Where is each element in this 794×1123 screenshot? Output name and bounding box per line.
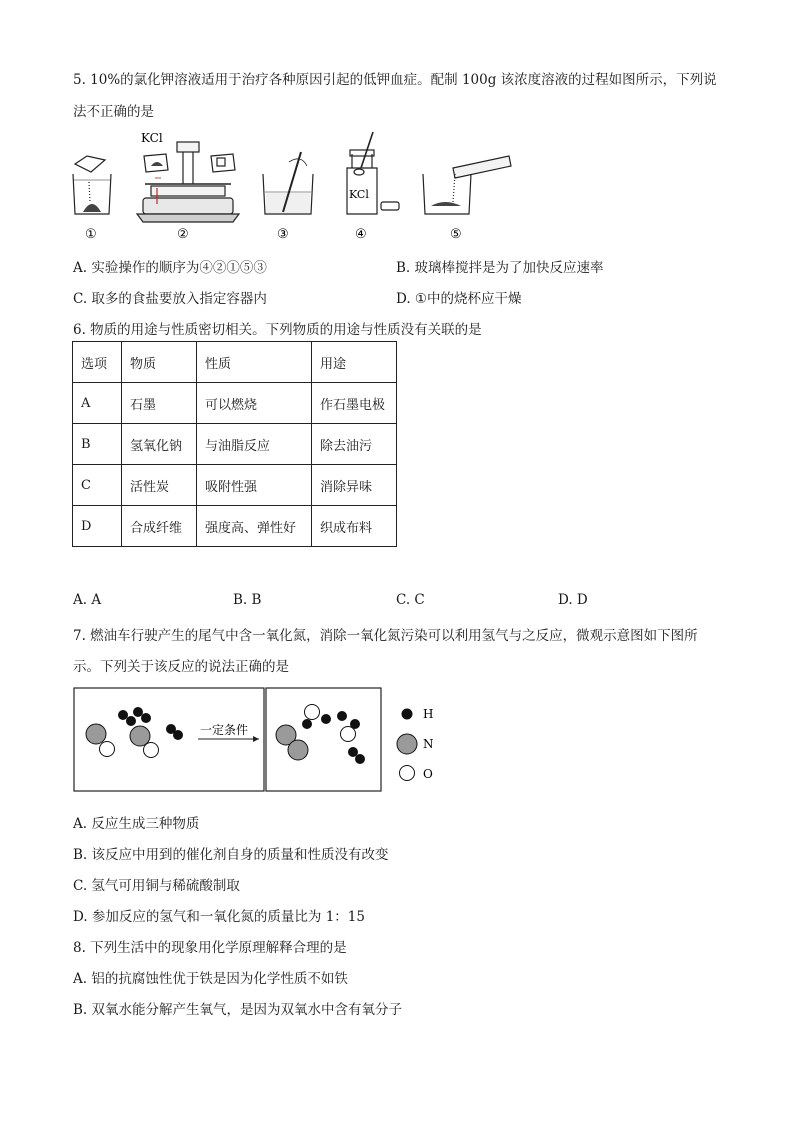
oxygen-atom-icon [400,766,415,781]
q5-option-d: D. ①中的烧杯应干燥 [396,291,522,307]
nitrogen-atom-icon [397,734,417,754]
table-cell: 与油脂反应 [197,424,312,465]
q7-option-b: B. 该反应中用到的催化剂自身的质量和性质没有改变 [73,847,389,863]
hydrogen-atom-icon [402,709,412,719]
q8-option-b: B. 双氧水能分解产生氧气，是因为双氧水中含有氧分子 [73,1002,403,1018]
q6-option-d: D. D [558,592,588,608]
header-usage: 用途 [312,342,397,383]
step5-pouring [423,156,511,214]
table-row [73,424,397,465]
header-property: 性质 [197,342,312,383]
table-cell: 除去油污 [312,424,397,465]
table-cell: 织成布料 [312,506,397,547]
kcl-label-top: KCl [141,131,163,145]
q5-stem-line1: 5. 10%的氯化钾溶液适用于治疗各种原因引起的低钾血症。配制 100g 该浓度溶液的过程如图所示，下列说 [73,72,717,88]
step-label-1: ① [85,227,97,242]
q7-option-a: A. 反应生成三种物质 [73,816,200,832]
legend-n: N [423,737,434,751]
q6-option-a: A. A [73,592,102,608]
atom-legend [397,707,434,781]
table-cell: 氢氧化钠 [122,424,197,465]
table-cell: 消除异味 [312,465,397,506]
table-cell: D [73,506,122,547]
step3-stirring [263,152,313,214]
q6-property-table [72,341,397,547]
table-cell: 可以燃烧 [197,383,312,424]
table-cell: B [73,424,122,465]
q8-stem: 8. 下列生活中的现象用化学原理解释合理的是 [73,940,347,956]
table-cell: A [73,383,122,424]
table-row [73,465,397,506]
table-cell: 活性炭 [122,465,197,506]
table-cell: C [73,465,122,506]
table-cell: 强度高、弹性好 [197,506,312,547]
step-label-3: ③ [277,227,289,242]
step-label-4: ④ [355,227,367,242]
q5-option-b: B. 玻璃棒搅拌是为了加快反应速率 [396,260,604,276]
table-row [73,506,397,547]
q8-option-a: A. 铝的抗腐蚀性优于铁是因为化学性质不如铁 [73,971,348,987]
step-label-2: ② [177,227,189,242]
q6-option-b: B. B [233,592,262,608]
step4-reagent-bottle [347,132,399,214]
q5-option-c: C. 取多的食盐要放入指定容器内 [73,291,267,307]
step1-beaker [73,156,111,214]
q7-reaction-diagram [70,686,450,796]
step2-balance [137,142,239,222]
header-option: 选项 [73,342,122,383]
header-substance: 物质 [122,342,197,383]
table-header-row [73,342,397,383]
q5-experiment-figure [65,126,535,246]
q6-stem: 6. 物质的用途与性质密切相关。下列物质的用途与性质没有关联的是 [73,322,482,338]
q7-stem-line1: 7. 燃油车行驶产生的尾气中含一氧化氮，消除一氧化氮污染可以利用氢气与之反应，微观示意图如下图所 [73,628,698,644]
kcl-label-bottle: KCl [349,188,369,201]
q7-option-d: D. 参加反应的氢气和一氧化氮的质量比为 1：15 [73,909,365,925]
q5-stem-line2: 法不正确的是 [73,104,154,120]
q5-option-a: A. 实验操作的顺序为④②①⑤③ [73,260,267,276]
table-cell: 石墨 [122,383,197,424]
step-label-5: ⑤ [450,227,462,242]
legend-h: H [423,707,434,721]
q7-option-c: C. 氢气可用铜与稀硫酸制取 [73,878,240,894]
reaction-condition: 一定条件 [200,723,249,737]
q6-option-c: C. C [396,592,425,608]
table-cell: 吸附性强 [197,465,312,506]
q7-stem-line2: 示。下列关于该反应的说法正确的是 [73,659,289,675]
table-cell: 作石墨电极 [312,383,397,424]
legend-o: O [423,767,433,781]
table-row [73,383,397,424]
table-cell: 合成纤维 [122,506,197,547]
